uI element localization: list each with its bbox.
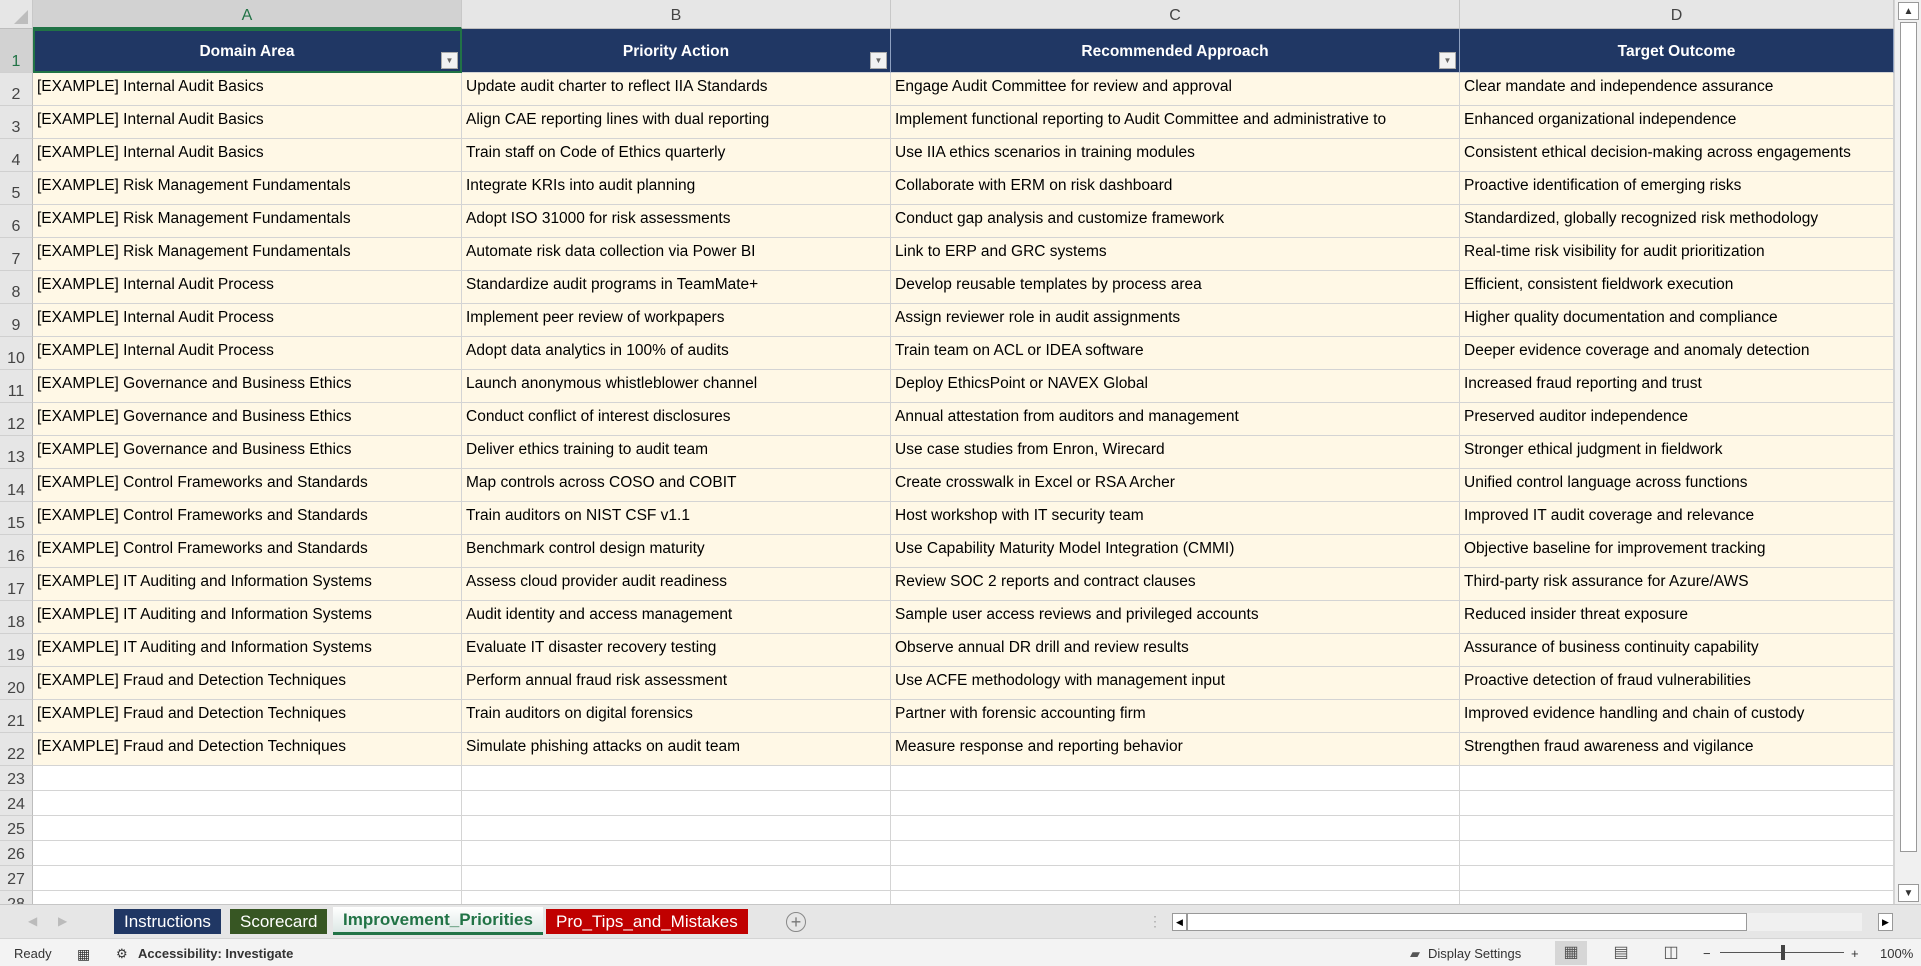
cell[interactable]: Create crosswalk in Excel or RSA Archer: [891, 469, 1460, 502]
zoom-slider-thumb[interactable]: [1781, 945, 1785, 960]
cell[interactable]: Reduced insider threat exposure: [1460, 601, 1894, 634]
table-row: [0, 568, 1894, 601]
row-header[interactable]: 15: [0, 502, 33, 535]
cell[interactable]: [EXAMPLE] Governance and Business Ethics: [33, 436, 462, 469]
cell[interactable]: Measure response and reporting behavior: [891, 733, 1460, 766]
cell[interactable]: Integrate KRIs into audit planning: [462, 172, 891, 205]
cell[interactable]: [EXAMPLE] Internal Audit Process: [33, 271, 462, 304]
cell[interactable]: Use IIA ethics scenarios in training modules: [891, 139, 1460, 172]
row-header[interactable]: 24: [0, 791, 33, 816]
cell[interactable]: Unified control language across functions: [1460, 469, 1894, 502]
column-header-d[interactable]: D: [1460, 0, 1894, 29]
cell[interactable]: Improved evidence handling and chain of custody: [1460, 700, 1894, 733]
tab-instructions[interactable]: Instructions: [114, 909, 221, 934]
cell[interactable]: [EXAMPLE] Internal Audit Basics: [33, 73, 462, 106]
tab-pro-tips-and-mistakes[interactable]: Pro_Tips_and_Mistakes: [546, 909, 748, 934]
cell[interactable]: Standardized, globally recognized risk methodology: [1460, 205, 1894, 238]
row-header[interactable]: 8: [0, 271, 33, 304]
row-header[interactable]: 16: [0, 535, 33, 568]
cell[interactable]: Preserved auditor independence: [1460, 403, 1894, 436]
cell[interactable]: Clear mandate and independence assurance: [1460, 73, 1894, 106]
empty-cell[interactable]: [33, 841, 462, 866]
zoom-out-button[interactable]: −: [1703, 946, 1711, 961]
column-header-a[interactable]: A: [33, 0, 462, 29]
empty-cell[interactable]: [1460, 816, 1894, 841]
row-header[interactable]: 4: [0, 139, 33, 172]
cell[interactable]: Annual attestation from auditors and management: [891, 403, 1460, 436]
scroll-left-arrow[interactable]: ◀: [1172, 913, 1187, 931]
table-row: [0, 601, 1894, 634]
table-row: [0, 271, 1894, 304]
cell[interactable]: Collaborate with ERM on risk dashboard: [891, 172, 1460, 205]
horizontal-scroll-thumb[interactable]: [1187, 913, 1747, 931]
table-row: [0, 436, 1894, 469]
cell[interactable]: Use case studies from Enron, Wirecard: [891, 436, 1460, 469]
table-row: [0, 841, 1894, 866]
row-header[interactable]: 20: [0, 667, 33, 700]
cell[interactable]: Adopt ISO 31000 for risk assessments: [462, 205, 891, 238]
cell[interactable]: Deliver ethics training to audit team: [462, 436, 891, 469]
empty-cell[interactable]: [1460, 866, 1894, 891]
cell[interactable]: Enhanced organizational independence: [1460, 106, 1894, 139]
table-row: [0, 634, 1894, 667]
cell[interactable]: [EXAMPLE] IT Auditing and Information Systems: [33, 568, 462, 601]
table-row: [0, 667, 1894, 700]
row-header[interactable]: 10: [0, 337, 33, 370]
cell[interactable]: Assess cloud provider audit readiness: [462, 568, 891, 601]
cell[interactable]: Use ACFE methodology with management input: [891, 667, 1460, 700]
table-row: [0, 106, 1894, 139]
cell[interactable]: Conduct gap analysis and customize framework: [891, 205, 1460, 238]
cell[interactable]: Deploy EthicsPoint or NAVEX Global: [891, 370, 1460, 403]
header-row: [0, 29, 1894, 73]
row-header[interactable]: 21: [0, 700, 33, 733]
cell[interactable]: Objective baseline for improvement tracking: [1460, 535, 1894, 568]
filter-dropdown-icon[interactable]: ▼: [1439, 52, 1456, 69]
cell[interactable]: [EXAMPLE] Internal Audit Basics: [33, 106, 462, 139]
cell[interactable]: Develop reusable templates by process area: [891, 271, 1460, 304]
empty-cell[interactable]: [33, 816, 462, 841]
column-header-c[interactable]: C: [891, 0, 1460, 29]
cell[interactable]: Proactive identification of emerging risks: [1460, 172, 1894, 205]
cell[interactable]: Proactive detection of fraud vulnerabilities: [1460, 667, 1894, 700]
cell[interactable]: Engage Audit Committee for review and approval: [891, 73, 1460, 106]
table-row: [0, 502, 1894, 535]
cell[interactable]: Align CAE reporting lines with dual reporting: [462, 106, 891, 139]
display-settings-button[interactable]: Display Settings: [1428, 946, 1522, 961]
cell[interactable]: [EXAMPLE] Control Frameworks and Standards: [33, 502, 462, 535]
row-header[interactable]: 13: [0, 436, 33, 469]
empty-cell[interactable]: [1460, 841, 1894, 866]
table-row: [0, 469, 1894, 502]
cell[interactable]: Map controls across COSO and COBIT: [462, 469, 891, 502]
cell[interactable]: Strengthen fraud awareness and vigilance: [1460, 733, 1894, 766]
empty-cell[interactable]: [891, 791, 1460, 816]
empty-cell[interactable]: [462, 841, 891, 866]
empty-cell[interactable]: [33, 791, 462, 816]
cell[interactable]: Observe annual DR drill and review results: [891, 634, 1460, 667]
table-row: [0, 733, 1894, 766]
page-break-preview-button[interactable]: ◫: [1663, 944, 1679, 961]
table-row: [0, 535, 1894, 568]
table-row: [0, 172, 1894, 205]
table-row: [0, 766, 1894, 791]
header-cell[interactable]: [33, 29, 462, 73]
row-header[interactable]: 27: [0, 866, 33, 891]
tab-improvement-priorities[interactable]: Improvement_Priorities: [333, 907, 543, 935]
cell[interactable]: Host workshop with IT security team: [891, 502, 1460, 535]
tab-splitter-handle[interactable]: ⋮: [1148, 913, 1162, 929]
cell[interactable]: [EXAMPLE] Fraud and Detection Techniques: [33, 733, 462, 766]
cell[interactable]: Consistent ethical decision-making across engagements: [1460, 139, 1894, 172]
select-all-button[interactable]: [0, 0, 33, 29]
cell[interactable]: Third-party risk assurance for Azure/AWS: [1460, 568, 1894, 601]
tab-scroll-right-icon[interactable]: ▶: [58, 914, 68, 928]
cell[interactable]: Simulate phishing attacks on audit team: [462, 733, 891, 766]
cell[interactable]: [EXAMPLE] Risk Management Fundamentals: [33, 205, 462, 238]
row-header[interactable]: 26: [0, 841, 33, 866]
page-layout-view-button[interactable]: ▤: [1613, 944, 1629, 961]
sheet-tab-bar: [0, 904, 1921, 938]
cell[interactable]: Perform annual fraud risk assessment: [462, 667, 891, 700]
add-sheet-button[interactable]: +: [786, 912, 806, 932]
cell[interactable]: Use Capability Maturity Model Integration (CMMI): [891, 535, 1460, 568]
cell[interactable]: Efficient, consistent fieldwork execution: [1460, 271, 1894, 304]
row-header[interactable]: 17: [0, 568, 33, 601]
table-row: [0, 866, 1894, 891]
row-header[interactable]: 1: [0, 29, 33, 73]
table-row: [0, 791, 1894, 816]
empty-cell[interactable]: [462, 791, 891, 816]
header-label: Recommended Approach: [1081, 43, 1269, 60]
cell[interactable]: Sample user access reviews and privileged accounts: [891, 601, 1460, 634]
cell[interactable]: Benchmark control design maturity: [462, 535, 891, 568]
column-header-b[interactable]: B: [462, 0, 891, 29]
table-row: [0, 304, 1894, 337]
cell[interactable]: [EXAMPLE] Control Frameworks and Standards: [33, 535, 462, 568]
empty-cell[interactable]: [891, 841, 1460, 866]
empty-cell[interactable]: [33, 866, 462, 891]
cell[interactable]: [EXAMPLE] Fraud and Detection Techniques: [33, 667, 462, 700]
table-row: [0, 337, 1894, 370]
header-cell[interactable]: [891, 29, 1460, 73]
cell[interactable]: Stronger ethical judgment in fieldwork: [1460, 436, 1894, 469]
status-bar: [0, 938, 1921, 966]
row-header[interactable]: 22: [0, 733, 33, 766]
cell[interactable]: [EXAMPLE] Governance and Business Ethics: [33, 403, 462, 436]
row-header[interactable]: 9: [0, 304, 33, 337]
cell[interactable]: Improved IT audit coverage and relevance: [1460, 502, 1894, 535]
header-label: Domain Area: [199, 43, 295, 60]
row-header[interactable]: 12: [0, 403, 33, 436]
tab-scorecard[interactable]: Scorecard: [230, 909, 327, 934]
filter-dropdown-icon[interactable]: ▼: [441, 52, 458, 69]
zoom-level[interactable]: 100%: [1880, 946, 1914, 961]
row-header[interactable]: 25: [0, 816, 33, 841]
cell[interactable]: [EXAMPLE] Control Frameworks and Standards: [33, 469, 462, 502]
empty-cell[interactable]: [891, 866, 1460, 891]
zoom-in-button[interactable]: +: [1851, 946, 1859, 961]
row-header[interactable]: 3: [0, 106, 33, 139]
scroll-up-arrow[interactable]: ▲: [1898, 2, 1919, 20]
cell[interactable]: Train team on ACL or IDEA software: [891, 337, 1460, 370]
cell[interactable]: Adopt data analytics in 100% of audits: [462, 337, 891, 370]
empty-cell[interactable]: [1460, 766, 1894, 791]
empty-cell[interactable]: [1460, 791, 1894, 816]
cell[interactable]: Implement functional reporting to Audit Committee and administrative to: [891, 106, 1460, 139]
scroll-down-arrow[interactable]: ▼: [1898, 884, 1919, 902]
row-header[interactable]: 23: [0, 766, 33, 791]
display-settings-icon[interactable]: ▰: [1410, 946, 1420, 961]
row-header[interactable]: 19: [0, 634, 33, 667]
accessibility-status[interactable]: Accessibility: Investigate: [138, 946, 294, 961]
cell[interactable]: [EXAMPLE] IT Auditing and Information Systems: [33, 601, 462, 634]
table-row: [0, 816, 1894, 841]
vertical-scroll-thumb[interactable]: [1900, 22, 1917, 852]
cell[interactable]: [EXAMPLE] Risk Management Fundamentals: [33, 238, 462, 271]
row-header[interactable]: 14: [0, 469, 33, 502]
cell[interactable]: Implement peer review of workpapers: [462, 304, 891, 337]
empty-cell[interactable]: [462, 866, 891, 891]
tab-scroll-left-icon[interactable]: ◀: [28, 914, 38, 928]
cell[interactable]: Deeper evidence coverage and anomaly detection: [1460, 337, 1894, 370]
cell[interactable]: Link to ERP and GRC systems: [891, 238, 1460, 271]
cell[interactable]: [EXAMPLE] Internal Audit Basics: [33, 139, 462, 172]
cell[interactable]: Assign reviewer role in audit assignments: [891, 304, 1460, 337]
cell[interactable]: Assurance of business continuity capability: [1460, 634, 1894, 667]
cell[interactable]: Update audit charter to reflect IIA Standards: [462, 73, 891, 106]
normal-view-button[interactable]: ▦: [1555, 941, 1587, 965]
cell[interactable]: [EXAMPLE] Internal Audit Process: [33, 304, 462, 337]
cell[interactable]: Train auditors on NIST CSF v1.1: [462, 502, 891, 535]
cell[interactable]: Automate risk data collection via Power BI: [462, 238, 891, 271]
empty-cell[interactable]: [891, 766, 1460, 791]
table-row: [0, 139, 1894, 172]
table-row: [0, 700, 1894, 733]
table-row: [0, 205, 1894, 238]
cell[interactable]: Launch anonymous whistleblower channel: [462, 370, 891, 403]
header-cell[interactable]: [1460, 29, 1894, 73]
cell[interactable]: [EXAMPLE] Fraud and Detection Techniques: [33, 700, 462, 733]
accessibility-icon[interactable]: ⚙: [116, 946, 128, 961]
row-header[interactable]: 5: [0, 172, 33, 205]
row-header[interactable]: 11: [0, 370, 33, 403]
empty-cell[interactable]: [462, 766, 891, 791]
filter-dropdown-icon[interactable]: ▼: [870, 52, 887, 69]
empty-cell[interactable]: [891, 816, 1460, 841]
empty-cell[interactable]: [33, 766, 462, 791]
cell[interactable]: Evaluate IT disaster recovery testing: [462, 634, 891, 667]
header-label: Priority Action: [622, 43, 730, 60]
cell[interactable]: Conduct conflict of interest disclosures: [462, 403, 891, 436]
row-header[interactable]: 6: [0, 205, 33, 238]
cell[interactable]: [EXAMPLE] Risk Management Fundamentals: [33, 172, 462, 205]
table-row: [0, 370, 1894, 403]
row-header[interactable]: 18: [0, 601, 33, 634]
cell[interactable]: Train staff on Code of Ethics quarterly: [462, 139, 891, 172]
vertical-scrollbar[interactable]: [1894, 0, 1921, 904]
cell[interactable]: [EXAMPLE] Governance and Business Ethics: [33, 370, 462, 403]
header-cell[interactable]: [462, 29, 891, 73]
table-row: [0, 238, 1894, 271]
header-label: Target Outcome: [1617, 43, 1736, 60]
cell[interactable]: Increased fraud reporting and trust: [1460, 370, 1894, 403]
macro-recorder-icon[interactable]: ▦: [77, 946, 91, 962]
table-row: [0, 403, 1894, 436]
scroll-right-arrow[interactable]: ▶: [1878, 913, 1893, 931]
cell[interactable]: [EXAMPLE] Internal Audit Process: [33, 337, 462, 370]
table-row: [0, 73, 1894, 106]
cell[interactable]: Review SOC 2 reports and contract clauses: [891, 568, 1460, 601]
status-ready: Ready: [14, 946, 52, 961]
row-header[interactable]: 7: [0, 238, 33, 271]
cell[interactable]: Higher quality documentation and compliance: [1460, 304, 1894, 337]
row-header[interactable]: 2: [0, 73, 33, 106]
cell[interactable]: Partner with forensic accounting firm: [891, 700, 1460, 733]
empty-cell[interactable]: [462, 816, 891, 841]
cell[interactable]: Audit identity and access management: [462, 601, 891, 634]
cell[interactable]: Standardize audit programs in TeamMate+: [462, 271, 891, 304]
horizontal-scrollbar[interactable]: [1172, 913, 1889, 931]
cell[interactable]: Real-time risk visibility for audit prioritization: [1460, 238, 1894, 271]
cell[interactable]: [EXAMPLE] IT Auditing and Information Systems: [33, 634, 462, 667]
cell[interactable]: Train auditors on digital forensics: [462, 700, 891, 733]
